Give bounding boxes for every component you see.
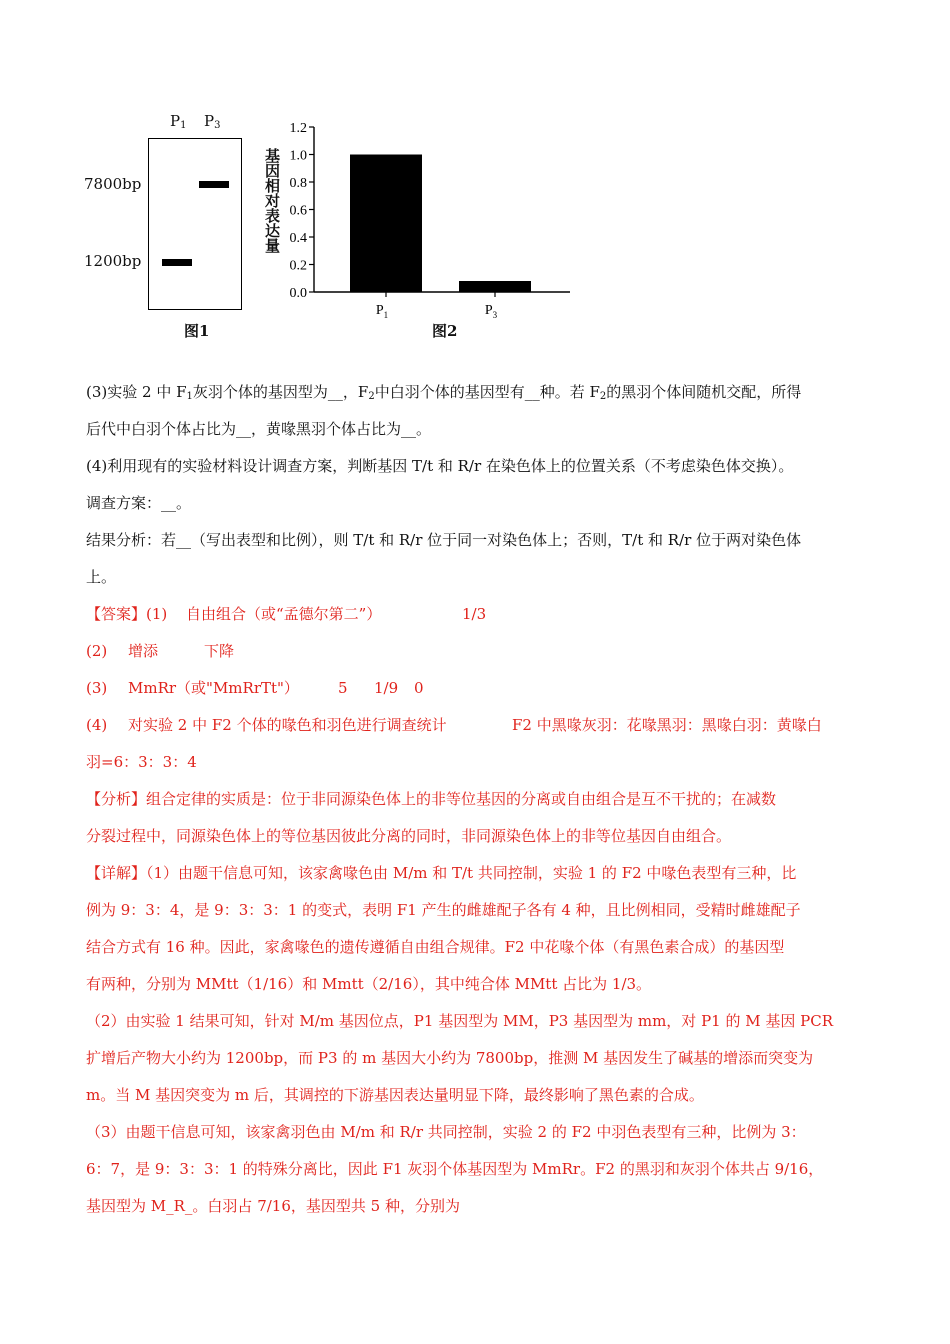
detail-line-8: （3）由题干信息可知，该家禽羽色由 M/m 和 R/r 共同控制，实验 2 的 F2 中羽色表型有三种，比例为 3： — [86, 1123, 806, 1141]
answer-row-3: (3) MmRr（或"MmRrTt"） 5 1/9 0 — [86, 679, 424, 697]
analysis-line-2: 分裂过程中，同源染色体上的等位基因彼此分离的同时，非同源染色体上的非等位基因自由组合。 — [86, 827, 732, 845]
q3-line-1: (3)实验 2 中 $F_1$灰羽个体的基因型为__，$F_2$中白羽个体的基因型有__种。若 $F_2$的黑羽个体间随机交配，所得 — [86, 383, 802, 402]
q3-line-2: 后代中白羽个体占比为__，黄喙黑羽个体占比为__。 — [86, 420, 432, 438]
bar-p1 — [350, 155, 422, 293]
figure-1-caption: 图1 — [184, 322, 210, 340]
x-tick-subscript: 3 — [492, 310, 498, 320]
detail-line-10: 基因型为 M_R_。白羽占 7/16，基因型共 5 种，分别为 — [86, 1197, 460, 1215]
lane-label-p1: $P_1$ — [170, 112, 187, 131]
x-tick-label-p3: $P_3$ — [484, 303, 498, 320]
y-tick-label: 0.6 — [289, 203, 307, 219]
y-tick-label: 0.4 — [289, 231, 307, 246]
lane-label-p3: $P_3$ — [204, 112, 221, 131]
q4-line-4: 上。 — [86, 568, 117, 586]
answer-row-2: (2) 增添 下降 — [86, 642, 235, 660]
figure-1-gel — [84, 112, 254, 342]
answer-row-1: 【答案】(1) 自由组合（或“孟德尔第二”） 1/3 — [86, 605, 487, 623]
figure-2-chart — [258, 112, 578, 342]
q4-line-3: 结果分析：若__（写出表型和比例），则 T/t 和 R/r 位于同一对染色体上；否则，T/t 和 R/r 位于两对染色体 — [86, 531, 802, 549]
bar-p3 — [459, 281, 531, 292]
y-tick-label: 0.2 — [289, 258, 307, 274]
y-tick-label: 1.2 — [289, 121, 307, 136]
y-tick-label: 1.0 — [289, 148, 307, 164]
detail-line-2: 例为 9：3：4，是 9：3：3：1 的变式，表明 F1 产生的雌雄配子各有 4 种，且比例相同，受精时雌雄配子 — [86, 901, 801, 919]
chart-ylabel: 基因相对表达量 — [263, 148, 281, 253]
detail-line-3: 结合方式有 16 种。因此，家禽喙色的遗传遵循自由组合规律。F2 中花喙个体（有黑色素合成）的基因型 — [86, 938, 785, 956]
analysis-line-1: 【分析】组合定律的实质是：位于非同源染色体上的非等位基因的分离或自由组合是互不干扰的；在减数 — [86, 790, 777, 808]
y-tick-label: 0.0 — [289, 286, 307, 301]
figure-2-caption: 图2 — [432, 322, 458, 340]
q4-line-1: (4)利用现有的实验材料设计调查方案，判断基因 T/t 和 R/r 在染色体上的位置关系（不考虑染色体交换）。 — [86, 457, 794, 475]
answer-row-4: (4) 对实验 2 中 F2 个体的喙色和羽色进行调查统计 F2 中黑喙灰羽：花喙黑羽：黑喙白羽：黄喙白 — [86, 716, 822, 734]
marker-1200bp: 1200bp — [84, 252, 142, 270]
x-tick-label-p1: $P_1$ — [375, 303, 389, 320]
bar-chart-svg — [258, 112, 578, 342]
detail-line-6: 扩增后产物大小约为 1200bp，而 P3 的 m 基因大小约为 7800bp，推测 M 基因发生了碱基的增添而突变为 — [86, 1049, 814, 1067]
detail-line-5: （2）由实验 1 结果可知，针对 M/m 基因位点，P1 基因型为 MM，P3 基因型为 mm，对 P1 的 M 基因 PCR — [86, 1012, 834, 1030]
x-tick-subscript: 1 — [383, 310, 389, 320]
marker-7800bp: 7800bp — [84, 175, 142, 193]
y-tick-label: 0.8 — [289, 176, 307, 191]
band-p1-1200bp — [162, 259, 192, 266]
band-p3-7800bp — [199, 181, 229, 188]
q4-line-2: 调查方案：__。 — [86, 494, 192, 512]
detail-line-7: m。当 M 基因突变为 m 后，其调控的下游基因表达量明显下降，最终影响了黑色素的合成。 — [86, 1086, 704, 1104]
detail-line-1: 【详解】（1）由题干信息可知，该家禽喙色由 M/m 和 T/t 共同控制，实验 1 的 F2 中喙色表型有三种，比 — [86, 864, 797, 882]
detail-line-4: 有两种，分别为 MMtt（1/16）和 Mmtt（2/16），其中纯合体 MMtt 占比为 1/3。 — [86, 975, 652, 993]
text-body — [86, 374, 866, 1225]
answer-row-4b: 羽=6：3：3：4 — [86, 753, 197, 771]
gel-box — [148, 138, 242, 310]
detail-line-9: 6：7，是 9：3：3：1 的特殊分离比，因此 F1 灰羽个体基因型为 MmRr。F2 的黑羽和灰羽个体共占 9/16， — [86, 1160, 824, 1178]
